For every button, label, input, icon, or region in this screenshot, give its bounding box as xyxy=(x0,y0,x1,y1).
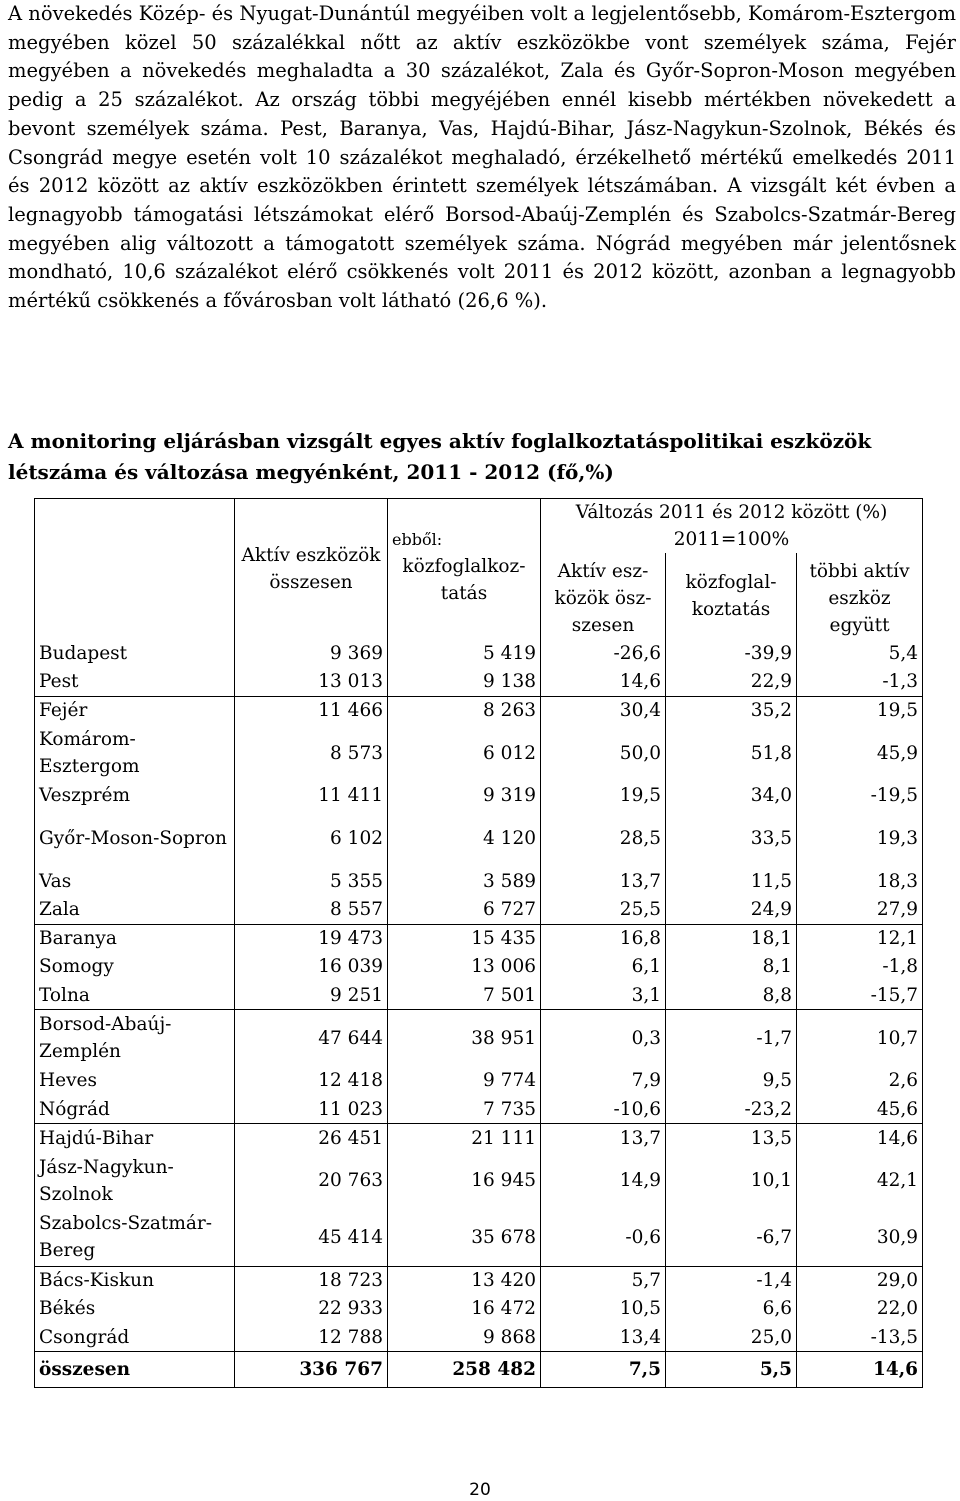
header-change-public-work: közfoglal-koztatás xyxy=(666,553,797,639)
cell-c1: 19 473 xyxy=(235,924,388,953)
cell-c5: 12,1 xyxy=(797,924,923,953)
cell-c5: 2,6 xyxy=(797,1067,923,1096)
table-row xyxy=(35,1095,923,1124)
cell-c4: 13,5 xyxy=(666,1124,797,1153)
cell-c4: 34,0 xyxy=(666,782,797,811)
total-c2: 258 482 xyxy=(388,1352,541,1388)
cell-c2: 9 319 xyxy=(388,782,541,811)
cell-c4: 22,9 xyxy=(666,668,797,697)
cell-c2: 8 263 xyxy=(388,696,541,725)
cell-c2: 5 419 xyxy=(388,639,541,668)
cell-c2: 21 111 xyxy=(388,1124,541,1153)
county-name: Zala xyxy=(39,899,80,920)
cell-c4: 51,8 xyxy=(666,725,797,782)
table-row xyxy=(35,1323,923,1352)
cell-c5: -13,5 xyxy=(797,1323,923,1352)
cell-c1: 9 369 xyxy=(235,639,388,668)
cell-c4: 25,0 xyxy=(666,1323,797,1352)
cell-c3: 0,3 xyxy=(541,1010,666,1067)
county-name: Csongrád xyxy=(39,1326,130,1348)
body-paragraph: A növekedés Közép- és Nyugat-Dunántúl megyéiben volt a legjelentősebb, Komárom-Esztergom megyében közel 50 százalékkal nőtt az aktív eszközökbe vont személyek száma, Fejér megyében a növekedés meghaladta a 30 százalékot, Zala és Győr-Sopron-Moson megyében pedig a 25 százalékot. Az ország többi megyéjében ennél kisebb mértékben növekedett a bevont személyek száma. Pest, Baranya, Vas, Hajdú-Bihar, Jász-Nagykun-Szolnok, Békés és Csongrád megye esetén volt 10 százalékot meghaladó, érzékelhető mértékű emelkedés 2011 és 2012 között az aktív eszközökben érintett személyek létszámában. A vizsgált két évben a legnagyobb támogatási létszámokat elérő Borsod-Abaúj-Zemplén és Szabolcs-Szatmár-Bereg megyében alig változott a támogatott személyek száma. Nógrád megyében már jelentősnek mondható, 10,6 százalékot elérő csökkenés volt 2011 és 2012 között, azonban a legnagyobb mértékű csökkenés a fővárosban volt látható (26,6 %). xyxy=(8,2,956,313)
county-name: Győr-Moson-Sopron xyxy=(39,828,227,849)
cell-c4: 24,9 xyxy=(666,896,797,925)
header-public-work: közfoglalkoz-tatás xyxy=(388,553,541,639)
cell-c1: 11 411 xyxy=(235,782,388,811)
cell-c3: 25,5 xyxy=(541,896,666,925)
table-row xyxy=(35,924,923,953)
cell-c1: 26 451 xyxy=(235,1124,388,1153)
county-name: Tolna xyxy=(39,984,90,1006)
cell-c4: -39,9 xyxy=(666,639,797,668)
county-name: Szabolcs-Szatmár-Bereg xyxy=(39,1213,213,1262)
cell-c3: 5,7 xyxy=(541,1266,666,1295)
table-row xyxy=(35,725,923,782)
cell-c4: 11,5 xyxy=(666,867,797,896)
cell-c3: 6,1 xyxy=(541,953,666,982)
table-row xyxy=(35,1124,923,1153)
header-corner xyxy=(35,499,235,640)
cell-c2: 3 589 xyxy=(388,867,541,896)
cell-c4: 9,5 xyxy=(666,1067,797,1096)
cell-c4: 8,1 xyxy=(666,953,797,982)
cell-c2: 9 868 xyxy=(388,1323,541,1352)
cell-c5: 14,6 xyxy=(797,1124,923,1153)
cell-c1: 20 763 xyxy=(235,1152,388,1209)
cell-c3: 13,7 xyxy=(541,1124,666,1153)
cell-c5: 45,6 xyxy=(797,1095,923,1124)
total-c1: 336 767 xyxy=(235,1352,388,1388)
cell-c1: 12 418 xyxy=(235,1067,388,1096)
cell-c2: 6 012 xyxy=(388,725,541,782)
county-name: Hajdú-Bihar xyxy=(35,1124,235,1153)
table-row xyxy=(35,981,923,1010)
county-name: Borsod-Abaúj-Zemplén xyxy=(35,1010,235,1067)
cell-c3: -0,6 xyxy=(541,1209,666,1266)
county-name: Fejér xyxy=(35,696,235,725)
cell-c2: 38 951 xyxy=(388,1010,541,1067)
cell-c5: 29,0 xyxy=(797,1266,923,1295)
cell-c1: 8 573 xyxy=(235,725,388,782)
table-row xyxy=(35,1067,923,1096)
total-label: összesen xyxy=(35,1352,235,1388)
table-body xyxy=(35,639,923,1388)
cell-c5: -15,7 xyxy=(797,981,923,1010)
cell-c3: 7,9 xyxy=(541,1067,666,1096)
cell-c3: 14,9 xyxy=(541,1152,666,1209)
county-name: Nógrád xyxy=(39,1098,110,1120)
header-ebbol: ebből: xyxy=(388,499,541,554)
cell-c2: 6 727 xyxy=(388,896,541,925)
cell-c1: 6 102 xyxy=(235,810,388,867)
table-row xyxy=(35,1152,923,1209)
data-table xyxy=(34,498,923,1388)
county-name: Heves xyxy=(39,1070,97,1092)
cell-c4: 33,5 xyxy=(666,810,797,867)
cell-c3: 3,1 xyxy=(541,981,666,1010)
county-name: Baranya xyxy=(35,924,235,953)
cell-c1: 18 723 xyxy=(235,1266,388,1295)
cell-c4: 35,2 xyxy=(666,696,797,725)
cell-c5: -1,8 xyxy=(797,953,923,982)
cell-c2: 7 501 xyxy=(388,981,541,1010)
table-row xyxy=(35,668,923,697)
table-row xyxy=(35,1010,923,1067)
cell-c1: 22 933 xyxy=(235,1295,388,1324)
header-change-other: többi aktív eszköz együtt xyxy=(797,553,923,639)
cell-c1: 16 039 xyxy=(235,953,388,982)
county-name: Pest xyxy=(39,671,79,692)
cell-c3: -10,6 xyxy=(541,1095,666,1124)
cell-c1: 5 355 xyxy=(235,867,388,896)
county-name: Veszprém xyxy=(39,785,131,807)
cell-c2: 7 735 xyxy=(388,1095,541,1124)
cell-c3: 10,5 xyxy=(541,1295,666,1324)
cell-c2: 9 138 xyxy=(388,668,541,697)
header-change-active: Aktív esz-közök ösz-szesen xyxy=(541,553,666,639)
county-name: Vas xyxy=(39,870,72,892)
county-name: Bács-Kiskun xyxy=(35,1266,235,1295)
cell-c5: 19,5 xyxy=(797,696,923,725)
cell-c4: -6,7 xyxy=(666,1209,797,1266)
cell-c5: 45,9 xyxy=(797,725,923,782)
table-row xyxy=(35,1266,923,1295)
cell-c3: 14,6 xyxy=(541,668,666,697)
table-row xyxy=(35,1295,923,1324)
cell-c3: -26,6 xyxy=(541,639,666,668)
table-row xyxy=(35,867,923,896)
table-row xyxy=(35,896,923,925)
cell-c1: 11 466 xyxy=(235,696,388,725)
cell-c5: 27,9 xyxy=(797,896,923,925)
county-name: Komárom-Esztergom xyxy=(39,729,140,777)
cell-c5: 19,3 xyxy=(797,810,923,867)
cell-c3: 28,5 xyxy=(541,810,666,867)
county-name: Budapest xyxy=(39,642,128,664)
cell-c4: 10,1 xyxy=(666,1152,797,1209)
cell-c2: 4 120 xyxy=(388,810,541,867)
cell-c4: 6,6 xyxy=(666,1295,797,1324)
cell-c2: 35 678 xyxy=(388,1209,541,1266)
cell-c5: 18,3 xyxy=(797,867,923,896)
cell-c5: 42,1 xyxy=(797,1152,923,1209)
cell-c2: 9 774 xyxy=(388,1067,541,1096)
page-number: 20 xyxy=(469,1480,491,1500)
cell-c5: -1,3 xyxy=(797,668,923,697)
cell-c3: 16,8 xyxy=(541,924,666,953)
total-c5: 14,6 xyxy=(797,1352,923,1388)
header-active-total: Aktív eszközök összesen xyxy=(235,499,388,640)
cell-c1: 13 013 xyxy=(235,668,388,697)
cell-c2: 15 435 xyxy=(388,924,541,953)
cell-c5: 10,7 xyxy=(797,1010,923,1067)
cell-c2: 13 006 xyxy=(388,953,541,982)
cell-c5: 5,4 xyxy=(797,639,923,668)
cell-c4: 18,1 xyxy=(666,924,797,953)
cell-c1: 8 557 xyxy=(235,896,388,925)
cell-c1: 11 023 xyxy=(235,1095,388,1124)
cell-c1: 9 251 xyxy=(235,981,388,1010)
cell-c5: -19,5 xyxy=(797,782,923,811)
cell-c3: 13,4 xyxy=(541,1323,666,1352)
header-change: Változás 2011 és 2012 között (%) 2011=100% xyxy=(541,499,923,554)
cell-c4: -23,2 xyxy=(666,1095,797,1124)
table-row xyxy=(35,696,923,725)
county-name: Somogy xyxy=(39,956,114,978)
table-title: A monitoring eljárásban vizsgált egyes aktív foglalkoztatáspolitikai eszközök létszáma és változása megyénként, 2011 - 2012 (fő,%) xyxy=(8,429,872,484)
cell-c5: 30,9 xyxy=(797,1209,923,1266)
table-row xyxy=(35,953,923,982)
cell-c1: 47 644 xyxy=(235,1010,388,1067)
table-row xyxy=(35,639,923,668)
county-name: Békés xyxy=(39,1298,96,1320)
cell-c3: 13,7 xyxy=(541,867,666,896)
cell-c4: 8,8 xyxy=(666,981,797,1010)
cell-c2: 16 945 xyxy=(388,1152,541,1209)
table-row xyxy=(35,782,923,811)
total-c3: 7,5 xyxy=(541,1352,666,1388)
cell-c2: 16 472 xyxy=(388,1295,541,1324)
table-row xyxy=(35,810,923,867)
cell-c1: 12 788 xyxy=(235,1323,388,1352)
cell-c4: -1,7 xyxy=(666,1010,797,1067)
cell-c5: 22,0 xyxy=(797,1295,923,1324)
cell-c1: 45 414 xyxy=(235,1209,388,1266)
cell-c3: 19,5 xyxy=(541,782,666,811)
total-row xyxy=(35,1352,923,1388)
cell-c3: 50,0 xyxy=(541,725,666,782)
total-c4: 5,5 xyxy=(666,1352,797,1388)
cell-c4: -1,4 xyxy=(666,1266,797,1295)
cell-c3: 30,4 xyxy=(541,696,666,725)
cell-c2: 13 420 xyxy=(388,1266,541,1295)
county-name: Jász-Nagykun-Szolnok xyxy=(39,1156,174,1205)
table-row xyxy=(35,1209,923,1266)
